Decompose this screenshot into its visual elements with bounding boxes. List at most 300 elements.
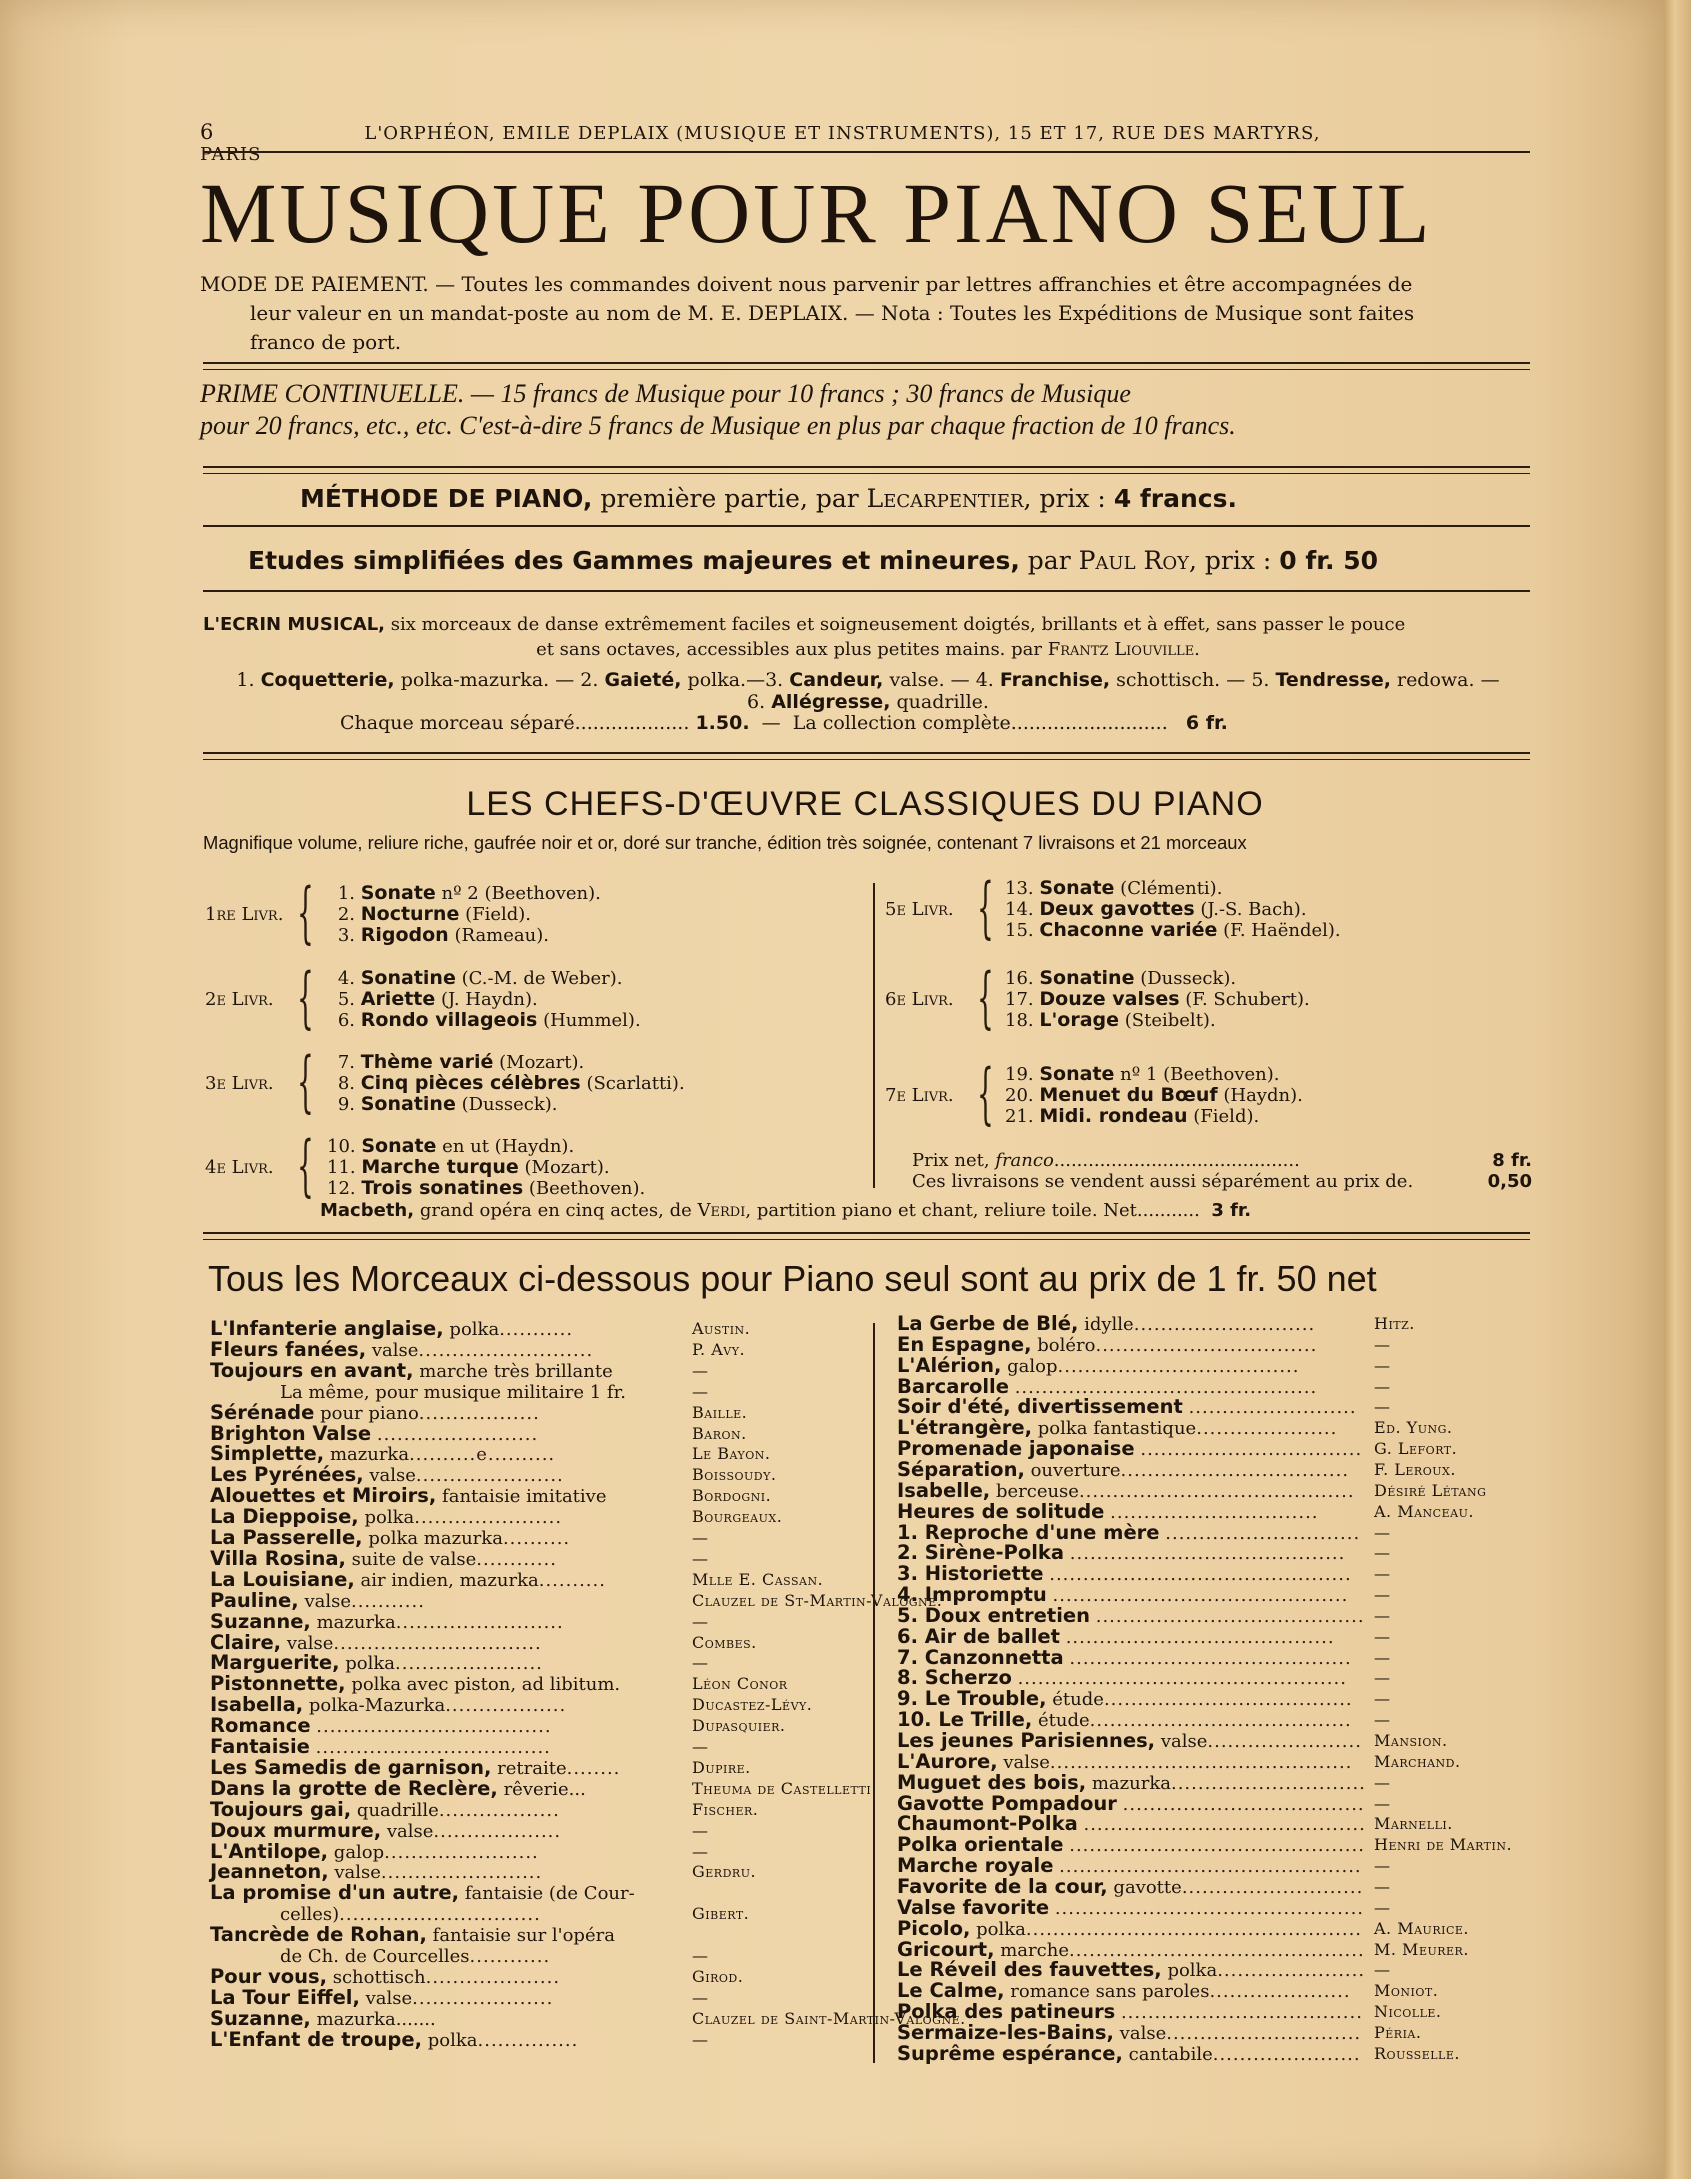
ecrin-item-number: 6. <box>747 691 766 713</box>
entry-composer: M. Meurer. <box>1374 1939 1469 1959</box>
entry-genre: retraite <box>497 1757 567 1779</box>
entry-composer: — <box>1374 1710 1391 1730</box>
entry-composer: Désiré Létang <box>1374 1480 1487 1500</box>
entry-composer: Boissoudy. <box>692 1465 777 1485</box>
rule-header <box>203 151 1530 153</box>
entry-composer: — <box>692 2029 709 2049</box>
entry-title: Suprême espérance, <box>897 2041 1123 2065</box>
entry-composer: Léon Conor <box>692 1674 788 1694</box>
item-title: Sonate <box>1039 1063 1115 1085</box>
catalogue-entry <box>897 1980 1547 2001</box>
chefs-prices <box>912 1150 1532 1192</box>
entry-title: Marche royale <box>897 1854 1054 1878</box>
livraison-item <box>327 1052 685 1073</box>
entry-title: En Espagne, <box>897 1332 1032 1356</box>
catalogue-entry <box>897 1813 1547 1834</box>
item-number: 15. <box>1005 920 1034 941</box>
catalogue-entry <box>210 1694 860 1715</box>
livraison-separate-text: Ces livraisons se vendent aussi séparément au prix de. <box>912 1171 1414 1192</box>
catalogue-entry <box>210 1548 860 1569</box>
item-composer: nº 2 (Beethoven). <box>441 883 601 904</box>
item-title: Sonatine <box>360 1093 456 1115</box>
entry-composer: — <box>692 1987 709 2007</box>
catalogue-entry <box>897 2022 1547 2043</box>
catalogue-entry <box>210 1673 860 1694</box>
entry-composer: P. Avy. <box>692 1339 746 1359</box>
entry-composer: Dupasquier. <box>692 1716 786 1736</box>
etudes-title: Etudes simplifiées des Gammes majeures et mineures, <box>248 546 1020 575</box>
leader-dots: .................................. <box>1120 1459 1350 1481</box>
entry-composer: G. Lefort. <box>1374 1439 1458 1459</box>
item-title: Sonate <box>361 1135 437 1157</box>
macbeth-line <box>320 1200 1460 1221</box>
entry-title: Promenade japonaise <box>897 1437 1135 1461</box>
entry-genre: étude <box>1037 1710 1090 1732</box>
entry-title: L'Antilope, <box>210 1839 329 1863</box>
item-number: 5. <box>337 989 355 1010</box>
leader-dots: ............ <box>469 1946 551 1967</box>
catalogue-entry <box>897 1647 1547 1668</box>
ecrin-desc-2: et sans octaves, accessibles aux plus petites mains. par <box>536 639 1042 660</box>
entry-composer: — <box>1374 1564 1391 1584</box>
entry-genre: galop <box>1007 1355 1058 1377</box>
catalogue-entry <box>897 1918 1547 1939</box>
entry-genre: marche <box>1000 1939 1069 1961</box>
ecrin-item-genre: polka-mazurka. — <box>400 669 575 691</box>
entry-composer: Theuma de Castelletti <box>692 1778 872 1798</box>
ecrin-collection-label: La collection complète <box>792 712 1011 734</box>
item-composer: (Field). <box>1193 1106 1260 1127</box>
leader-dots: ............... <box>477 2029 579 2051</box>
entry-genre: valse <box>386 1820 434 1842</box>
leader-dots: ........................... <box>1133 1314 1316 1335</box>
rule-double-2 <box>203 466 1530 474</box>
entry-title: Simplette, <box>210 1442 325 1466</box>
catalogue-entry <box>897 1376 1547 1397</box>
catalogue-entry <box>897 2001 1547 2022</box>
entry-genre: cantabile <box>1128 2043 1213 2065</box>
entry-genre: polka <box>427 2029 478 2051</box>
catalogue-entry <box>210 1443 860 1464</box>
leader-dots: ........... <box>499 1319 574 1340</box>
prix-net-value: 8 fr. <box>1492 1150 1532 1171</box>
leader-dots: ............................... <box>1110 1501 1319 1523</box>
entry-title: Gricourt, <box>897 1937 995 1961</box>
entry-title: L'Enfant de troupe, <box>210 2027 423 2051</box>
item-number: 9. <box>337 1094 355 1115</box>
entry-title: 10. Le Trille, <box>897 1708 1033 1732</box>
catalogue-entry <box>897 1313 1547 1334</box>
leader-dots: ........................ <box>376 1423 539 1445</box>
brace-icon: { <box>297 1043 314 1120</box>
leader-dots: ........................... <box>1181 1876 1364 1898</box>
leader-dots: ....................... <box>1207 1731 1362 1752</box>
entry-composer: Marnelli. <box>1374 1814 1453 1834</box>
entry-genre: fantaisie (de Cour- <box>464 1883 635 1905</box>
entry-genre: polka <box>1167 1960 1218 1982</box>
payment-line-2: leur valeur en un mandat-poste au nom de M. E. DEPLAIX. — Nota : Toutes les Expéditions de Musique sont faites <box>250 301 1415 325</box>
entry-title: Les Pyrénées, <box>210 1463 364 1487</box>
entry-title: Le Réveil des fauvettes, <box>897 1958 1162 1982</box>
entry-title: Gavotte Pompadour <box>897 1791 1117 1815</box>
catalogue-entry <box>210 1652 860 1673</box>
livraison-label: 4e Livr. <box>205 1157 274 1178</box>
leader-dots: ................................... <box>315 1737 551 1758</box>
chefs-title: LES CHEFS-D'ŒUVRE CLASSIQUES DU PIANO <box>466 785 1264 823</box>
entry-genre: valse <box>1119 2022 1167 2044</box>
catalogue-entry <box>210 1757 860 1778</box>
catalogue-entry <box>210 1861 860 1882</box>
entry-genre: galop <box>333 1841 385 1863</box>
brace-icon: { <box>977 869 994 946</box>
entry-genre: air indien, mazurka <box>360 1569 539 1591</box>
payment-notice <box>200 270 1530 357</box>
entry-composer: Combes. <box>692 1632 757 1652</box>
leader-dots: ............................................. <box>1049 1564 1352 1586</box>
entry-title: 4. Impromptu <box>897 1583 1047 1607</box>
entry-composer: Bourgeaux. <box>692 1507 783 1527</box>
entry-genre: mazurka <box>316 1611 396 1633</box>
entry-title: La Dieppoise, <box>210 1505 359 1529</box>
livraison-item <box>327 968 641 989</box>
leader-dots: .................................... <box>1120 2002 1363 2024</box>
entry-composer: — <box>1374 1647 1391 1667</box>
leader-dots: .......... <box>502 1528 571 1549</box>
item-composer: en ut (Haydn). <box>442 1136 575 1157</box>
livraison-label: 3e Livr. <box>205 1073 274 1094</box>
catalogue-entry <box>897 1605 1547 1626</box>
item-composer: (Steibelt). <box>1124 1010 1216 1031</box>
brace-icon: { <box>977 1055 994 1132</box>
livraison-label: 2e Livr. <box>205 989 274 1010</box>
leader-dots: ............................. <box>1166 2022 1362 2044</box>
entry-genre: suite de valse <box>351 1548 477 1570</box>
entry-composer: — <box>1374 1376 1391 1396</box>
catalogue-entry <box>897 1459 1547 1480</box>
leader-dots: .................. <box>418 1402 540 1424</box>
etudes-text: par <box>1027 546 1071 575</box>
entry-title: Toujours en avant, <box>210 1358 414 1382</box>
entry-composer: Ed. Yung. <box>1374 1418 1453 1438</box>
entry-genre: schottisch <box>332 1966 426 1988</box>
catalogue-entry <box>897 1522 1547 1543</box>
catalogue-entry <box>210 1318 860 1339</box>
catalogue-entry <box>897 1772 1547 1793</box>
item-composer: (F. Schubert). <box>1185 989 1310 1010</box>
entry-title: Polka orientale <box>897 1833 1064 1857</box>
ecrin-item-genre: polka.— <box>687 669 766 691</box>
catalogue-entry <box>210 1611 860 1632</box>
ecrin-item-number: 1. <box>236 669 255 691</box>
entry-title: Chaumont-Polka <box>897 1812 1078 1836</box>
ecrin-items <box>203 669 1533 713</box>
item-composer: (Hummel). <box>543 1010 641 1031</box>
prix-franco: franco <box>995 1150 1054 1171</box>
entry-title: Sermaize-les-Bains, <box>897 2020 1114 2044</box>
entry-title: L'étrangère, <box>897 1416 1033 1440</box>
rule-3 <box>203 590 1530 592</box>
leader-dots: .................................................. <box>1025 1918 1363 1940</box>
catalogue-entry <box>210 2006 966 2030</box>
entry-genre: polka <box>345 1653 396 1675</box>
catalogue-entry <box>897 1730 1547 1751</box>
leader-dots: ................................. <box>1140 1439 1363 1461</box>
leader-dots: ........................ <box>380 1862 543 1884</box>
item-title: L'orage <box>1039 1009 1120 1031</box>
methode-text: première partie, par <box>600 484 859 513</box>
ecrin-separate-price: 1.50. <box>695 712 750 734</box>
running-head-text: L'ORPHÉON, EMILE DEPLAIX (MUSIQUE ET INSTRUMENTS), 15 ET 17, RUE DES MARTYRS, PARIS <box>200 123 1321 165</box>
catalogue-entry <box>210 1464 860 1485</box>
methode-line: MÉTHODE DE PIANO, première partie, par Lecarpentier, prix : 4 francs. <box>300 484 1237 513</box>
entry-composer: — <box>1374 1668 1391 1688</box>
entry-genre: celles) <box>280 1904 340 1926</box>
entry-title: Les jeunes Parisiennes, <box>897 1729 1156 1752</box>
entry-genre: gavotte <box>1113 1876 1182 1898</box>
entry-composer: — <box>692 1737 709 1756</box>
livraison-label: 1re Livr. <box>205 904 284 925</box>
entry-genre: étude <box>1052 1689 1104 1711</box>
entry-genre: fantaisie sur l'opéra <box>432 1925 615 1947</box>
entry-title: 3. Historiette <box>897 1562 1044 1586</box>
payment-line-3: franco de port. <box>250 330 402 354</box>
catalogue-entry <box>897 1667 1547 1688</box>
catalogue-entry <box>897 1563 1547 1584</box>
entry-composer: — <box>1374 1585 1391 1605</box>
leader-dots: ...................... <box>395 1653 543 1675</box>
ecrin-dash: — <box>761 712 781 734</box>
entry-composer: Clauzel de Saint-Martin-Valogne. <box>692 2008 966 2028</box>
livraison-label: 7e Livr. <box>885 1085 954 1106</box>
livraison-label: 5e Livr. <box>885 899 954 920</box>
leader-dots: .......... <box>538 1569 606 1591</box>
livraison-item <box>1005 1106 1303 1127</box>
entry-title: Toujours gai, <box>210 1797 352 1821</box>
entry-composer: — <box>1374 1626 1391 1646</box>
catalogue-entry <box>897 1793 1547 1814</box>
catalogue-entry <box>210 1736 860 1757</box>
item-number: 17. <box>1005 989 1034 1010</box>
catalogue-entry <box>897 1438 1547 1459</box>
entry-genre: polka fantastique <box>1037 1418 1197 1440</box>
leader-dots: ...................... <box>415 1465 564 1487</box>
item-title: Sonatine <box>1039 967 1135 989</box>
running-head <box>200 120 1350 165</box>
item-number: 16. <box>1005 968 1034 989</box>
leader-dots: ................... <box>433 1820 562 1842</box>
entry-title: Le Calme, <box>897 1979 1005 2003</box>
etudes-price-label: prix : <box>1204 546 1272 575</box>
entry-title: Fantaisie <box>210 1735 310 1758</box>
entry-composer: Nicolle. <box>1374 2002 1442 2022</box>
entry-title: 9. Le Trouble, <box>897 1687 1047 1711</box>
entry-genre: La même, pour musique militaire 1 fr. <box>280 1381 626 1403</box>
catalogue-entry <box>210 1632 860 1653</box>
prime-line-1: PRIME CONTINUELLE. — 15 francs de Musique pour 10 francs ; 30 francs de Musique <box>200 379 1131 408</box>
entry-composer: Girod. <box>692 1966 744 1986</box>
catalogue-entry <box>210 1987 860 2008</box>
catalogue-entry <box>210 1882 860 1903</box>
catalogue-entry <box>897 1355 1547 1376</box>
item-number: 11. <box>327 1157 356 1178</box>
catalogue-entry <box>210 1776 872 1800</box>
entry-composer: Mlle E. Cassan. <box>692 1569 824 1589</box>
catalogue-entry <box>210 1966 860 1987</box>
catalogue-entry <box>897 1584 1547 1605</box>
catalogue-entry <box>210 1527 860 1548</box>
item-composer: (Field). <box>465 904 532 925</box>
livraison-item <box>1005 968 1310 989</box>
leader-dots: ....................... <box>384 1841 539 1863</box>
leader-dots: ........................................ <box>1065 1626 1335 1648</box>
leader-dots: .................. <box>438 1799 560 1821</box>
column-divider <box>873 1323 875 2063</box>
entry-title: 5. Doux entretien <box>897 1603 1090 1627</box>
leader-dots: .................. <box>445 1695 567 1717</box>
livraison-item <box>1005 878 1341 899</box>
entry-composer: — <box>1374 1522 1391 1542</box>
leader-dots: .......................... <box>418 1339 594 1361</box>
entry-composer: — <box>692 1946 709 1965</box>
entry-composer: Dupire. <box>692 1757 751 1777</box>
entry-title: Polka des patineurs <box>897 2000 1116 2024</box>
entry-title: Suzanne, <box>210 1609 311 1633</box>
ecrin-item-title: Franchise, <box>999 669 1111 691</box>
catalogue-entry <box>210 1339 860 1360</box>
entry-composer: — <box>692 1820 709 1840</box>
rule-2 <box>203 525 1530 527</box>
entry-genre: valse <box>365 1987 413 2009</box>
entry-genre: valse <box>369 1465 416 1487</box>
entry-composer: — <box>1374 1543 1391 1563</box>
macbeth-composer: Verdi, <box>697 1200 752 1221</box>
ecrin-item-genre: valse. — <box>889 669 970 691</box>
catalogue-entry <box>210 1903 860 1924</box>
entry-composer: — <box>1374 1793 1391 1813</box>
ecrin-collection-price: 6 fr. <box>1185 712 1228 734</box>
entry-title: Picolo, <box>897 1916 971 1940</box>
leader-dots: .......................................... <box>1069 1647 1352 1669</box>
entry-title: Sérénade <box>210 1400 315 1424</box>
entry-title: Suzanne, <box>210 2006 311 2030</box>
catalogue-entry <box>897 1876 1547 1897</box>
item-composer: (Dusseck). <box>1140 968 1237 989</box>
entry-title: Isabella, <box>210 1693 304 1717</box>
entry-genre: mazurka <box>1091 1772 1171 1794</box>
methode-title: MÉTHODE DE PIANO, <box>300 484 593 513</box>
entry-genre: polka-Mazurka <box>308 1695 446 1717</box>
livraison-item <box>327 1010 641 1031</box>
item-number: 8. <box>337 1073 355 1094</box>
entry-genre: quadrille <box>356 1799 439 1821</box>
entry-title: Tancrède de Rohan, <box>210 1923 427 1947</box>
livraison-item <box>1005 920 1341 941</box>
leader-dots: ........................................... <box>1053 1150 1300 1171</box>
catalogue-entry <box>210 1360 860 1381</box>
item-title: Chaconne variée <box>1039 919 1218 941</box>
leader-dots: ................................. <box>1095 1334 1318 1356</box>
item-composer: (Haydn). <box>1223 1085 1303 1106</box>
rule-double-3 <box>203 752 1530 760</box>
entry-title: 1. Reproche d'une mère <box>897 1520 1160 1544</box>
entry-title: Jeanneton, <box>210 1860 329 1884</box>
catalogue-entry <box>897 1751 1547 1772</box>
catalogue-entry <box>897 1334 1547 1355</box>
entry-title: La Passerelle, <box>210 1526 363 1549</box>
entry-genre: de Ch. de Courcelles <box>280 1946 470 1967</box>
catalogue-entry <box>897 2043 1547 2064</box>
item-composer: (Mozart). <box>499 1052 585 1073</box>
item-number: 4. <box>337 968 355 989</box>
leader-dots: ......................................... <box>1078 1480 1355 1502</box>
entry-title: Les Samedis de garnison, <box>210 1755 492 1779</box>
ecrin-item-genre: schottisch. — <box>1116 669 1246 691</box>
entry-genre: polka mazurka <box>368 1528 503 1549</box>
entry-composer: — <box>692 1528 709 1547</box>
livraison-item <box>327 1073 685 1094</box>
item-title: Sonatine <box>360 967 456 989</box>
leader-dots: .......................................... <box>1083 1814 1366 1836</box>
entry-title: Heures de solitude <box>897 1499 1105 1523</box>
item-number: 7. <box>337 1052 355 1073</box>
item-composer: (Scarlatti). <box>586 1073 685 1094</box>
page-number: 6 <box>200 120 215 144</box>
leader-dots: .......................... <box>1010 712 1168 734</box>
item-title: Rigodon <box>360 924 449 946</box>
item-number: 18. <box>1005 1010 1034 1031</box>
catalogue-entry <box>210 1945 860 1966</box>
leader-dots: ............................................ <box>1052 1585 1349 1607</box>
item-number: 12. <box>327 1178 356 1199</box>
etudes-author: Paul Roy <box>1078 546 1189 575</box>
entry-title: Pour vous, <box>210 1964 327 1988</box>
leader-dots: ..................... <box>412 1987 554 2009</box>
prix-net-label: Prix net, <box>912 1150 990 1171</box>
livraison-item <box>327 904 601 925</box>
catalogue-entry <box>210 1924 860 1945</box>
ecrin-item-title: Candeur, <box>789 669 884 691</box>
entry-title: Villa Rosina, <box>210 1546 346 1570</box>
entry-composer: — <box>692 1548 709 1568</box>
item-title: Midi. rondeau <box>1039 1105 1188 1127</box>
catalogue-entry <box>897 1688 1547 1709</box>
entry-genre: valse <box>286 1632 334 1654</box>
entry-composer: — <box>1374 1897 1391 1917</box>
catalogue-entry <box>210 1485 860 1506</box>
entry-title: Soir d'été, divertissement <box>897 1395 1183 1419</box>
item-title: Ariette <box>360 988 436 1010</box>
livraison-separate-value: 0,50 <box>1487 1171 1532 1192</box>
entry-composer: Moniot. <box>1374 1981 1439 2001</box>
livraison-item <box>327 1136 645 1157</box>
leader-dots: ............................................ <box>1068 1939 1365 1961</box>
leader-dots: ....................................... <box>1089 1710 1352 1732</box>
payment-line-1: MODE DE PAIEMENT. — Toutes les commandes doivent nous parvenir par lettres affranchies et être accompagnées de <box>200 272 1413 296</box>
entry-composer: — <box>1374 1960 1391 1980</box>
livraison-item <box>1005 1064 1303 1085</box>
entry-composer: — <box>1374 1397 1391 1417</box>
entry-title: La Gerbe de Blé, <box>897 1312 1079 1335</box>
entry-title: Claire, <box>210 1630 282 1654</box>
leader-dots: ................................... <box>316 1716 552 1738</box>
livraison-item <box>327 883 601 904</box>
ecrin-separate-label: Chaque morceau séparé <box>340 712 575 734</box>
leader-dots: ............ <box>476 1548 557 1570</box>
catalogue-entry <box>897 1396 1547 1417</box>
etudes-price: 0 fr. 50 <box>1279 546 1378 575</box>
leader-dots: .................................... <box>1122 1793 1365 1815</box>
item-composer: nº 1 (Beethoven). <box>1120 1064 1280 1085</box>
